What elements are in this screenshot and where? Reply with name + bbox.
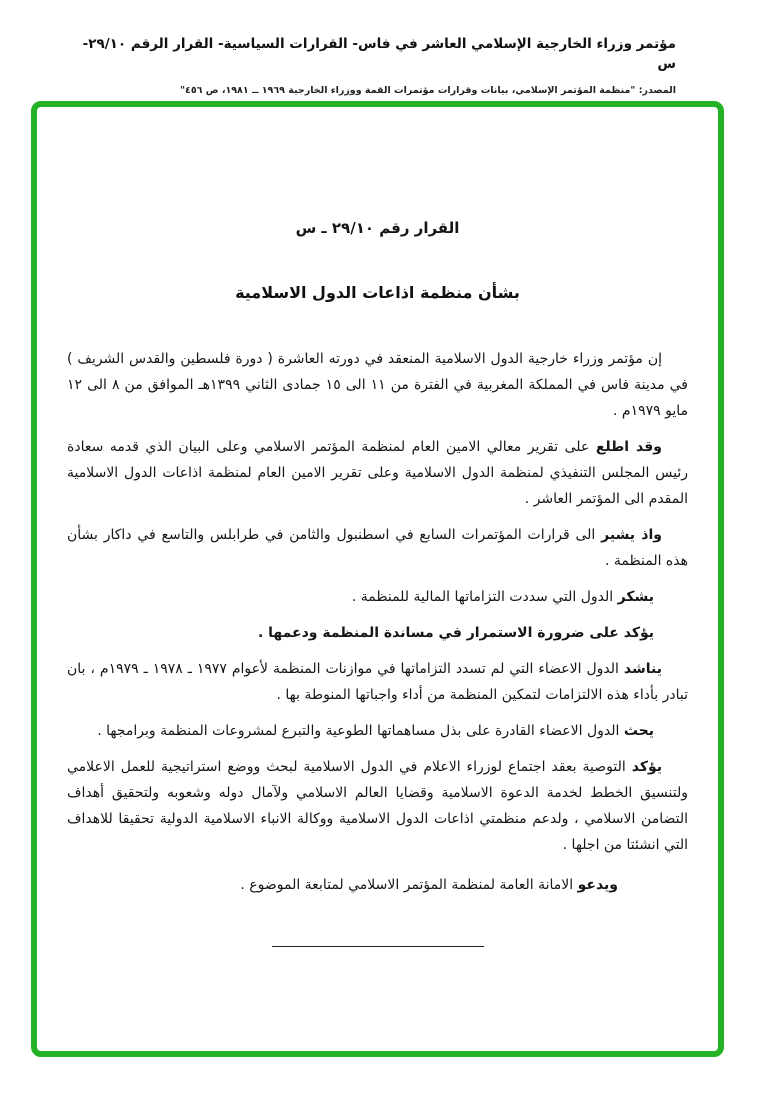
paragraph-secretariat-followup: ويدعو الامانة العامة لمنظمة المؤتمر الاسلامي لمتابعة الموضوع .: [240, 877, 618, 893]
resolution-number: القرار رقم ٢٩/١٠ ـ س: [295, 219, 460, 237]
document-header: [0, 0, 760, 97]
paragraph-preamble: إن مؤتمر وزراء خارجية الدول الاسلامية المنعقد في دورته العاشرة ( دورة فلسطين والقدس الشريف ) في مدينة فاس في المملكة المغربية في الفترة من ١١ الى ١٥ جمادى الثاني ١٣٩٩هـ الموافق من ٨ الى ١٢ مايو ١٩٧٩م .: [67, 351, 688, 419]
paragraph-affirms-support: يؤكد على ضرورة الاستمرار في مساندة المنظمة ودعمها .: [257, 625, 654, 641]
paragraph-recalls: واذ يشير الى قرارات المؤتمرات السابع في اسطنبول والثامن في طرابلس والتاسع في داكار بشأن هذه المنظمة .: [67, 527, 688, 569]
resolution-body: [67, 346, 688, 898]
header-source: المصدر: "منظمة المؤتمر الإسلامي، بيانات وقرارات مؤتمرات القمة ووزراء الخارجية ١٩٦٩ ــ ١٩٨١، ص ٤٥٦": [180, 84, 676, 96]
paragraph-urges-contributions: يحث الدول الاعضاء القادرة على بذل مساهماتها الطوعية والتبرع لمشروعات المنظمة وبرامجها .: [97, 723, 654, 739]
paragraph-thanks: يشكر الدول التي سددت التزاماتها المالية للمنظمة .: [351, 589, 654, 605]
paragraph-appeals-dues: يناشد الدول الاعضاء التي لم تسدد التزاماتها في موازنات المنظمة لأعوام ١٩٧٧ ـ ١٩٧٨ ـ ١٩٧٩م ، بان تبادر بأداء هذه الالتزامات لتمكين المنظمة من أداء واجباتها المنوطة بها .: [67, 661, 688, 703]
paragraph-report: وقد اطلع على تقرير معالي الامين العام لمنظمة المؤتمر الاسلامي وعلى البيان الذي قدمه سعادة رئيس المجلس التنفيذي لمنظمة الدول الاسلامية وعلى تقرير الامين العام لمنظمة اذاعات الدول الاسلامية المقدم الى المؤتمر العاشر .: [67, 439, 688, 507]
footer-divider: [272, 946, 484, 947]
resolution-subject: بشأن منظمة اذاعات الدول الاسلامية: [235, 283, 520, 302]
green-border-frame: [31, 101, 724, 1057]
header-title: مؤتمر وزراء الخارجية الإسلامي العاشر في فاس- القرارات السياسية- القرار الرقم ٢٩/١٠- س: [82, 36, 676, 73]
paragraph-information-ministers: يؤكد التوصية بعقد اجتماع لوزراء الاعلام في الدول الاسلامية لبحث ووضع استراتيجية للعمل الاعلامي ولتنسيق الخطط لخدمة الدعوة الاسلامية وقضايا العالم الاسلامي ولآمال دوله وشعوبه ولتحقيق أهداف التضامن الاسلامي ، ولدعم منظمتي اذاعات الدول الاسلامية ووكالة الانباء الاسلامية الدولية تحقيقا للاهداف التي انشئتا من اجلها .: [67, 759, 688, 853]
